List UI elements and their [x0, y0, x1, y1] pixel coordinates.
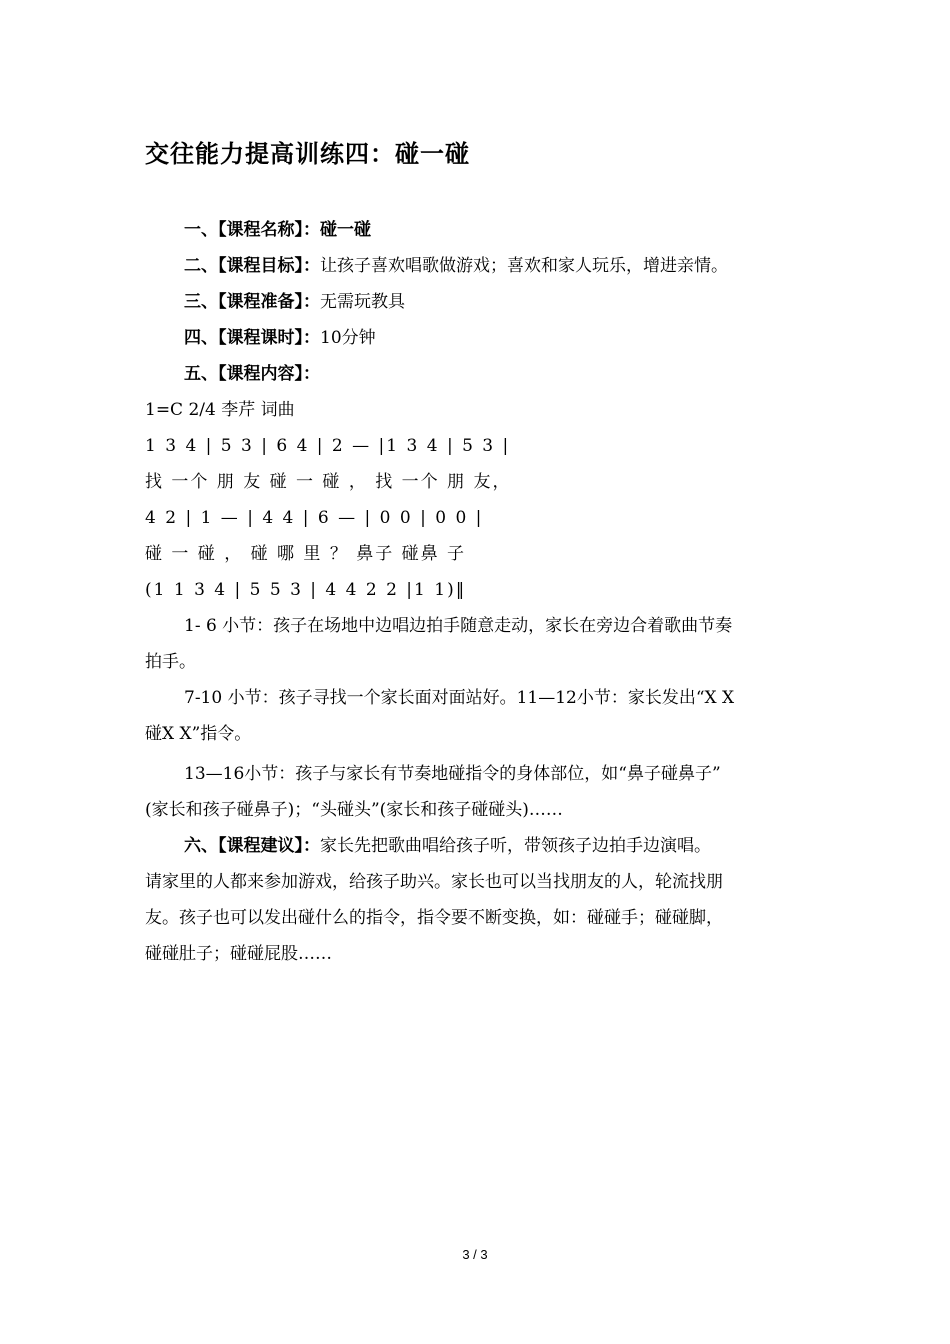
- section-label: 三、【课程准备】：: [184, 292, 320, 312]
- step-paragraph-1: 1- 6 小节：孩子在场地中边唱边拍手随意走动，家长在旁边合着歌曲节奏: [184, 616, 733, 636]
- song-lyrics-2: 碰 一 碰 ， 碰 哪 里 ？ 鼻子 碰鼻 子: [145, 544, 467, 564]
- section-value: 10分钟: [320, 328, 376, 348]
- song-lyrics-1: 找 一个 朋 友 碰 一 碰 ， 找 一个 朋 友，: [145, 472, 512, 492]
- page-number: 3 / 3: [462, 1247, 488, 1262]
- section-course-duration: [184, 326, 376, 350]
- section-value: 家长先把歌曲唱给孩子听，带领孩子边拍手边演唱。: [320, 836, 711, 856]
- page-title: 交往能力提高训练四：碰一碰: [145, 140, 470, 168]
- section-label: 二、【课程目标】：: [184, 256, 320, 276]
- advice-line-2: 请家里的人都来参加游戏，给孩子助兴。家长也可以当找朋友的人，轮流找朋: [145, 872, 723, 892]
- song-notes-2: 4 2 | 1 — | 4 4 | 6 — | 0 0 | 0 0 |: [145, 508, 484, 528]
- section-label: 六、【课程建议】：: [184, 836, 320, 856]
- section-course-advice: [184, 834, 711, 858]
- advice-line-4: 碰碰肚子；碰碰屁股……: [145, 944, 332, 964]
- section-label: 五、【课程内容】：: [184, 364, 320, 384]
- section-course-content: [184, 362, 320, 386]
- section-value: 碰一碰: [320, 220, 371, 240]
- section-label: 四、【课程课时】：: [184, 328, 320, 348]
- section-course-goal: [184, 254, 728, 278]
- song-header: 1=C 2/4 李芹 词曲: [145, 400, 295, 420]
- step-paragraph-2-cont: 碰X X”指令。: [145, 724, 252, 744]
- step-paragraph-3-cont: (家长和孩子碰鼻子)；“头碰头”(家长和孩子碰碰头)……: [145, 800, 563, 820]
- section-value: 无需玩教具: [320, 292, 405, 312]
- section-course-name: [184, 218, 371, 242]
- step-paragraph-3: 13—16小节：孩子与家长有节奏地碰指令的身体部位，如“鼻子碰鼻子”: [184, 764, 721, 784]
- song-notes-1: 1 3 4 | 5 3 | 6 4 | 2 — |1 3 4 | 5 3 |: [145, 436, 511, 456]
- section-value: 让孩子喜欢唱歌做游戏；喜欢和家人玩乐，增进亲情。: [320, 256, 728, 276]
- advice-line-3: 友。孩子也可以发出碰什么的指令，指令要不断变换，如：碰碰手；碰碰脚，: [145, 908, 723, 928]
- section-course-prep: [184, 290, 405, 314]
- section-label: 一、【课程名称】：: [184, 220, 320, 240]
- song-notes-3: (1 1 3 4 | 5 5 3 | 4 4 2 2 |1 1)‖: [145, 580, 467, 600]
- step-paragraph-2: 7-10 小节：孩子寻找一个家长面对面站好。11—12小节：家长发出“X X: [184, 688, 735, 708]
- step-paragraph-1-cont: 拍手。: [145, 652, 196, 672]
